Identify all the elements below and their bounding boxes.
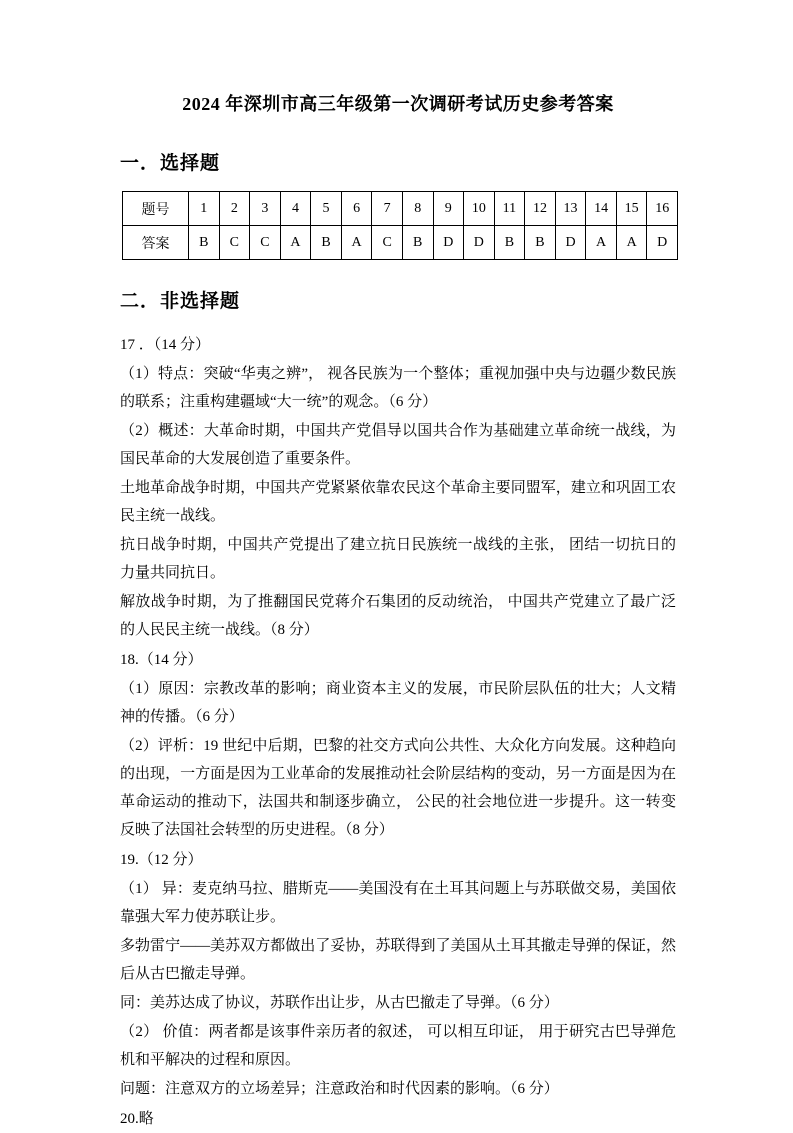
question-number-cell: 2: [219, 192, 250, 226]
question-number-cell: 7: [372, 192, 403, 226]
answer-paragraph: （1） 异：麦克纳马拉、腊斯克——美国没有在土耳其问题上与苏联做交易，美国依靠强大军力使苏联让步。: [120, 881, 676, 925]
question-number-cell: 15: [616, 192, 647, 226]
question-19-header: 19.（12 分）: [120, 852, 203, 868]
answer-cell: C: [372, 226, 403, 260]
answer-cell: B: [494, 226, 525, 260]
answer-paragraph: 土地革命战争时期，中国共产党紧紧依靠农民这个革命主要同盟军，建立和巩固工农民主统一战线。: [120, 480, 676, 524]
answer-cell: B: [525, 226, 556, 260]
answer-table-row-numbers: [123, 192, 678, 226]
answer-paragraph: （2）概述：大革命时期，中国共产党倡导以国共合作为基础建立革命统一战线，为国民革命的大发展创造了重要条件。: [120, 423, 676, 467]
row-label-question-number: 题号: [123, 192, 189, 226]
row-label-answer: 答案: [123, 226, 189, 260]
answer-paragraph: （2）评析：19 世纪中后期，巴黎的社交方式向公共性、大众化方向发展。这种趋向的出现，一方面是因为工业革命的发展推动社会阶层结构的变动，另一方面是因为在革命运动的推动下，法国共和制逐步确立， 公民的社会地位进一步提升。这一转变反映了法国社会转型的历史进程。（8 分）: [120, 738, 676, 838]
section1-heading: 一．选择题: [120, 153, 221, 174]
answer-cell: A: [280, 226, 311, 260]
answer-cell: A: [616, 226, 647, 260]
answer-cell: B: [189, 226, 220, 260]
answer-paragraph: （1）原因：宗教改革的影响；商业资本主义的发展，市民阶层队伍的壮大；人文精神的传播。（6 分）: [120, 681, 676, 725]
answer-cell: C: [219, 226, 250, 260]
question-number-cell: 14: [586, 192, 617, 226]
question-number-cell: 13: [555, 192, 586, 226]
question-number-cell: 12: [525, 192, 556, 226]
answer-table-row-answers: [123, 226, 678, 260]
answer-paragraph: （2） 价值：两者都是该事件亲历者的叙述， 可以相互印证， 用于研究古巴导弹危机和平解决的过程和原因。: [120, 1024, 676, 1068]
question-17-header: 17 ．（14 分）: [120, 337, 211, 353]
answer-paragraph: （1）特点：突破“华夷之辨”， 视各民族为一个整体；重视加强中央与边疆少数民族的联系；注重构建疆域“大一统”的观念。（6 分）: [120, 366, 676, 410]
question-number-cell: 10: [464, 192, 495, 226]
section2-heading: 二．非选择题: [120, 291, 241, 312]
answer-cell: A: [341, 226, 372, 260]
question-number-cell: 1: [189, 192, 220, 226]
answer-cell: B: [311, 226, 342, 260]
answer-cell: D: [647, 226, 678, 260]
answer-paragraph: 抗日战争时期，中国共产党提出了建立抗日民族统一战线的主张， 团结一切抗日的力量共同抗日。: [120, 537, 676, 581]
answer-paragraph: 同：美苏达成了协议，苏联作出让步，从古巴撤走了导弹。（6 分）: [120, 995, 559, 1011]
question-number-cell: 8: [402, 192, 433, 226]
answer-cell: D: [433, 226, 464, 260]
document-title: 2024 年深圳市高三年级第一次调研考试历史参考答案: [182, 94, 614, 114]
answer-cell: C: [250, 226, 281, 260]
answer-paragraph: 问题：注意双方的立场差异；注意政治和时代因素的影响。（6 分）: [120, 1081, 559, 1097]
question-number-cell: 16: [647, 192, 678, 226]
answer-cell: D: [464, 226, 495, 260]
answer-cell: B: [402, 226, 433, 260]
question-18-header: 18.（14 分）: [120, 652, 203, 668]
answer-paragraph: 解放战争时期，为了推翻国民党蒋介石集团的反动统治， 中国共产党建立了最广泛的人民民主统一战线。（8 分）: [120, 594, 676, 638]
question-number-cell: 5: [311, 192, 342, 226]
question-number-cell: 11: [494, 192, 525, 226]
answer-cell: A: [586, 226, 617, 260]
answer-table: [122, 191, 678, 260]
answer-paragraph: 多勃雷宁——美苏双方都做出了妥协，苏联得到了美国从土耳其撤走导弹的保证，然后从古巴撤走导弹。: [120, 938, 676, 982]
question-number-cell: 3: [250, 192, 281, 226]
question-20-answer: 20.略: [120, 1111, 154, 1127]
answer-body: [120, 331, 676, 1133]
question-number-cell: 9: [433, 192, 464, 226]
answer-cell: D: [555, 226, 586, 260]
question-number-cell: 6: [341, 192, 372, 226]
question-number-cell: 4: [280, 192, 311, 226]
